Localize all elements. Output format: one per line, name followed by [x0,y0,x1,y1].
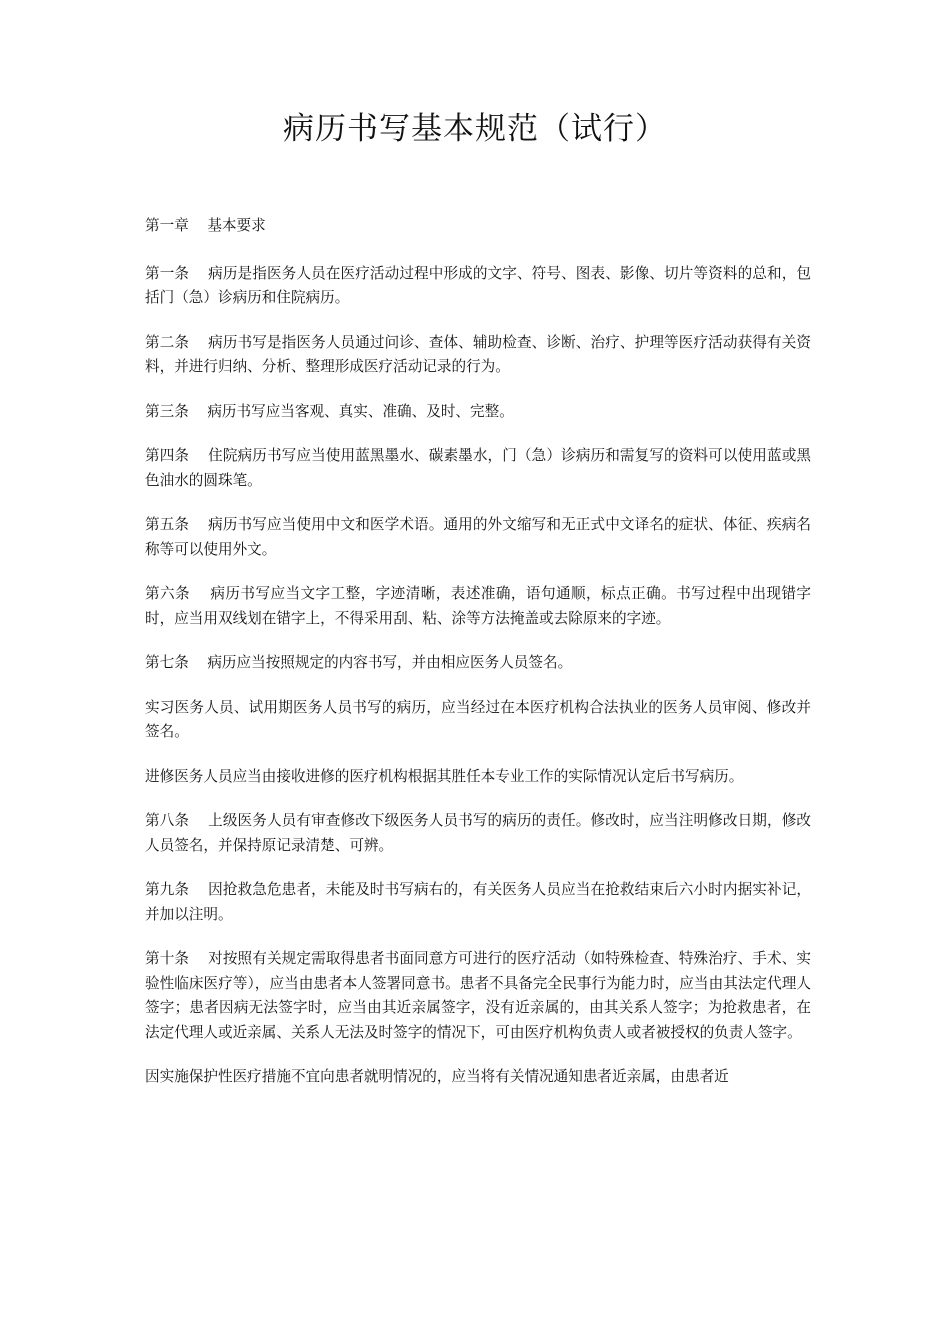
chapter-heading: 第一章 基本要求 [145,217,266,234]
article-5: 第五条 病历书写应当使用中文和医学术语。通用的外文缩写和无正式中文译名的症状、体征、疾病名称等可以使用外文。 [145,516,811,558]
document-body [145,214,811,1110]
article-9: 第九条 因抢救急危患者，未能及时书写病右的，有关医务人员应当在抢救结束后六小时内据实补记，并加以注明。 [145,881,811,923]
article-4: 第四条 住院病历书写应当使用蓝黑墨水、碳素墨水，门（急）诊病历和需复写的资料可以使用蓝或黑色油水的圆珠笔。 [145,447,811,489]
article-7-clause-trainee: 进修医务人员应当由接收进修的医疗机构根据其胜任本专业工作的实际情况认定后书写病历。 [145,767,744,785]
article-6: 第六条 病历书写应当文字工整，字迹清晰，表述准确，语句通顺，标点正确。书写过程中出现错字时，应当用双线划在错字上，不得采用刮、粘、涂等方法掩盖或去除原来的字迹。 [145,585,811,627]
article-2: 第二条 病历书写是指医务人员通过问诊、查体、辅助检查、诊断、治疗、护理等医疗活动获得有关资料，并进行归纳、分析、整理形成医疗活动记录的行为。 [145,333,811,375]
article-7: 第七条 病历应当按照规定的内容书写，并由相应医务人员签名。 [145,654,573,671]
article-1: 第一条 病历是指医务人员在医疗活动过程中形成的文字、符号、图表、影像、切片等资料的总和，包括门（急）诊病历和住院病历。 [145,264,811,306]
article-10: 第十条 对按照有关规定需取得患者书面同意方可进行的医疗活动（如特殊检查、特殊治疗、手术、实验性临床医疗等），应当由患者本人签署同意书。患者不具备完全民事行为能力时，应当由其法定代理人签字；患者因病无法签字时，应当由其近亲属签字，没有近亲属的，由其关系人签字；为抢救患者，在法定代理人或近亲属、关系人无法及时签字的情况下，可由医疗机构负责人或者被授权的负责人签字。 [145,950,811,1041]
article-8: 第八条 上级医务人员有审查修改下级医务人员书写的病历的责任。修改时，应当注明修改日期，修改人员签名，并保持原记录清楚、可辨。 [145,812,811,854]
document-title: 病历书写基本规范（试行） [283,111,667,147]
article-7-clause-intern: 实习医务人员、试用期医务人员书写的病历，应当经过在本医疗机构合法执业的医务人员审阅、修改并签名。 [145,698,811,740]
article-3: 第三条 病历书写应当客观、真实、准确、及时、完整。 [145,402,514,420]
article-10-clause-protective: 因实施保护性医疗措施不宜向患者就明情况的，应当将有关情况通知患者近亲属，由患者近 [145,1068,729,1085]
